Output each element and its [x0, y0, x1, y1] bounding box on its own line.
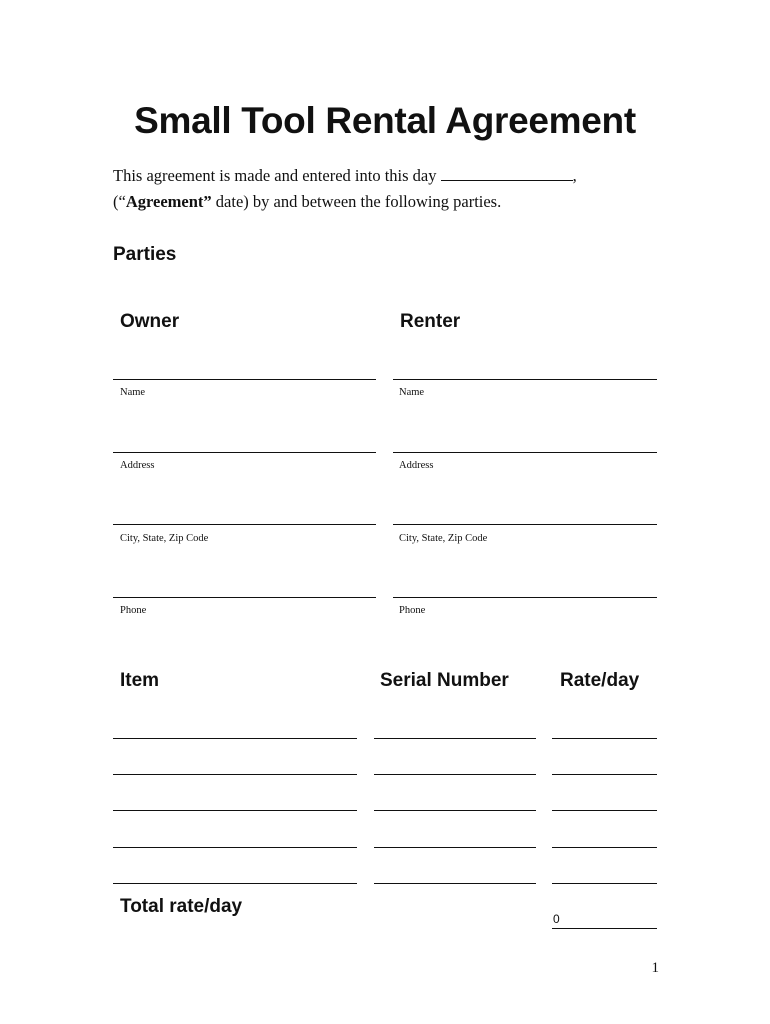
serial-field-3[interactable] — [374, 810, 536, 811]
serial-field-2[interactable] — [374, 774, 536, 775]
item-field-3[interactable] — [113, 810, 357, 811]
page-title: Small Tool Rental Agreement — [134, 100, 636, 141]
parties-heading: Parties — [113, 244, 177, 265]
renter-address-field[interactable] — [393, 452, 657, 453]
owner-name-label: Name — [120, 387, 146, 398]
total-rate-value: 0 — [553, 912, 560, 926]
item-field-4[interactable] — [113, 847, 357, 848]
owner-city-label: City, State, Zip Code — [120, 533, 209, 544]
serial-column-header: Serial Number — [380, 670, 509, 691]
intro-line2-rest: date) by and between the following parties. — [211, 192, 502, 211]
renter-address-label: Address — [399, 460, 434, 471]
owner-phone-field[interactable] — [113, 597, 376, 598]
intro-line1-suffix: , — [572, 166, 577, 185]
intro-line1: This agreement is made and entered into this day — [113, 166, 437, 185]
page-number: 1 — [651, 960, 659, 976]
renter-city-label: City, State, Zip Code — [399, 533, 488, 544]
rate-field-5[interactable] — [552, 883, 657, 884]
serial-field-4[interactable] — [374, 847, 536, 848]
intro-paragraph — [113, 163, 673, 215]
owner-phone-label: Phone — [120, 605, 147, 616]
owner-address-field[interactable] — [113, 452, 376, 453]
rate-field-1[interactable] — [552, 738, 657, 739]
item-field-5[interactable] — [113, 883, 357, 884]
owner-address-label: Address — [120, 460, 155, 471]
renter-phone-label: Phone — [399, 605, 426, 616]
item-column-header: Item — [120, 670, 160, 691]
intro-agreement-bold: Agreement” — [125, 192, 212, 211]
total-rate-label: Total rate/day — [120, 896, 243, 917]
owner-name-field[interactable] — [113, 379, 376, 380]
item-field-2[interactable] — [113, 774, 357, 775]
owner-city-field[interactable] — [113, 524, 376, 525]
rate-field-3[interactable] — [552, 810, 657, 811]
renter-name-field[interactable] — [393, 379, 657, 380]
total-rate-field[interactable] — [552, 928, 657, 929]
item-field-1[interactable] — [113, 738, 357, 739]
rate-field-4[interactable] — [552, 847, 657, 848]
renter-heading: Renter — [400, 311, 461, 332]
intro-line2-open: (“ — [113, 192, 126, 211]
serial-field-5[interactable] — [374, 883, 536, 884]
rate-column-header: Rate/day — [560, 670, 640, 691]
serial-field-1[interactable] — [374, 738, 536, 739]
owner-heading: Owner — [120, 311, 180, 332]
agreement-date-blank[interactable] — [441, 166, 573, 181]
renter-phone-field[interactable] — [393, 597, 657, 598]
rate-field-2[interactable] — [552, 774, 657, 775]
renter-city-field[interactable] — [393, 524, 657, 525]
renter-name-label: Name — [399, 387, 425, 398]
